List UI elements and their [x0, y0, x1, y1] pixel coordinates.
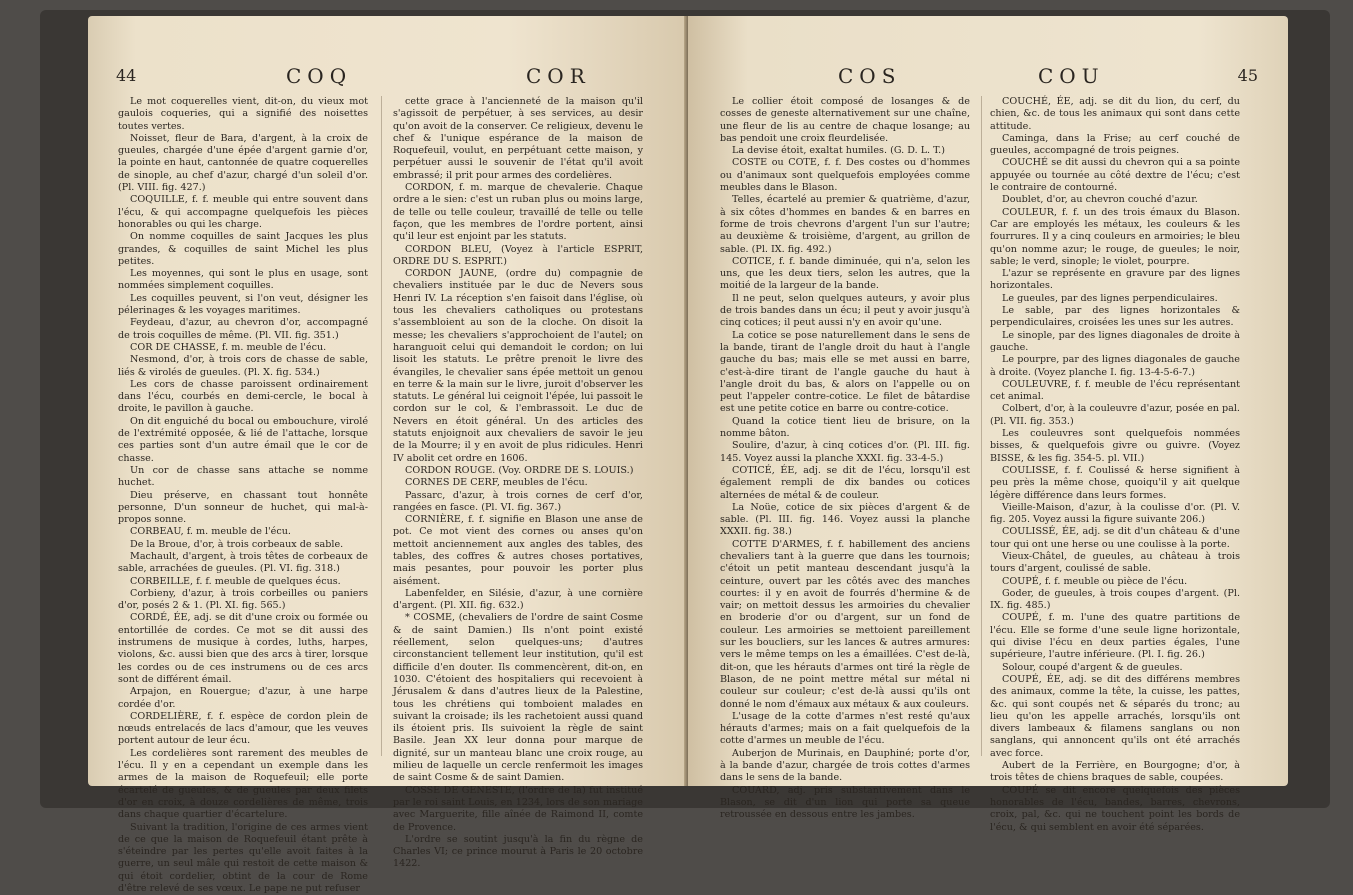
- paragraph: Noisset, fleur de Bara, d'argent, à la croix de gueules, chargée d'une épée d'argent garnie d'or, la pointe en haut, cantonnée de quatre coquerelles de sinople, au chef d'azur, chargé d'un soleil d'or. (Pl. VIII. fig. 427.): [118, 132, 368, 194]
- paragraph: Le pourpre, par des lignes diagonales de gauche à droite. (Voyez planche I. fig. 13-4-5-6-7.): [990, 354, 1240, 378]
- paragraph: On dit enguiché du bocal ou embouchure, virolé de l'extrémité opposée, & lié de l'attache, lorsque ces parties sont d'un autre émail que le cor de chasse.: [118, 415, 368, 464]
- paragraph: L'azur se représente en gravure par des lignes horizontales.: [990, 268, 1240, 292]
- paragraph: Aubert de la Ferrière, en Bourgogne; d'or, à trois têtes de chiens braques de sable, coupées.: [990, 760, 1240, 784]
- right-column-1: [720, 96, 970, 821]
- header-left: COS: [838, 64, 902, 88]
- paragraph: Passarc, d'azur, à trois cornes de cerf d'or, rangées en fasce. (Pl. VI. fig. 367.): [393, 489, 643, 513]
- paragraph: Colbert, d'or, à la couleuvre d'azur, posée en pal. (Pl. VII. fig. 353.): [990, 403, 1240, 427]
- paragraph: Les cors de chasse paroissent ordinairement dans l'écu, courbés en demi-cercle, le bocal à droite, le pavillon à gauche.: [118, 378, 368, 415]
- page-number: 45: [1237, 66, 1258, 85]
- paragraph: Les couleuvres sont quelquefois nommées bisses, & quelquefois givre ou guivre. (Voyez BISSE, & les fig. 354-5. pl. VII.): [990, 428, 1240, 464]
- paragraph: Vieille-Maison, d'azur, à la coulisse d'or. (Pl. V. fig. 205. Voyez aussi la figure suivante 206.): [990, 501, 1240, 526]
- paragraph: CORDELIÈRE, f. f. espèce de cordon plein de nœuds entrelacés de lacs d'amour, que les veuves portent autour de leur écu.: [118, 710, 368, 747]
- paragraph: L'ordre se soutint jusqu'à la fin du règne de Charles VI; ce prince mourut à Paris le 20 octobre 1422.: [393, 833, 643, 870]
- column-divider: [381, 96, 382, 756]
- paragraph: Dieu préserve, en chassant tout honnête personne, D'un sonneur de huchet, qui mal-à-propos sonne.: [118, 489, 368, 526]
- paragraph: COULEUR, f. f. un des trois émaux du Blason. Car are employés les métaux, les couleurs & les fourrures. Il y a cinq couleurs en armoiries; le bleu qu'on nomme azur; le rouge, de gueules; le noir, sable; le verd, sinople; le violet, pourpre.: [990, 206, 1240, 267]
- paragraph: Les coquilles peuvent, si l'on veut, désigner les pélerinages & les voyages maritimes.: [118, 292, 368, 317]
- paragraph: Soulire, d'azur, à cinq cotices d'or. (Pl. III. fig. 145. Voyez aussi la planche XXXI. fig. 33-4-5.): [720, 440, 970, 464]
- paragraph: Machault, d'argent, à trois têtes de corbeaux de sable, arrachées de gueules. (Pl. VI. fig. 318.): [118, 550, 368, 575]
- paragraph: Le sinople, par des lignes diagonales de droite à gauche.: [990, 329, 1240, 353]
- paragraph: COUPÉ, f. f. meuble ou pièce de l'écu.: [1002, 575, 1188, 587]
- paragraph: CORBEILLE, f. f. meuble de quelques écus.: [130, 575, 341, 587]
- paragraph: * COSME, (chevaliers de l'ordre de saint Cosme & de saint Damien.) Ils n'ont point existé réellement, selon quelques-uns; d'autres circonstancient tellement leur institution, qu'il est difficile d'en douter. Ils commencèrent, dit-on, en 1030. C'étoient des hospitaliers qui recevoient à Jérusalem & dans d'autres lieux de la Palestine, tous les chrétiens qui tomboient malades en suivant la croisade; ils les rachetoient aussi quand ils étoient pris. Ils suivoient la règle de saint Basile. Jean XX leur donna pour marque de dignité, sur un manteau blanc une croix rouge, au milieu de laquelle un cercle renfermoit les images de saint Cosme & de saint Damien.: [393, 612, 643, 784]
- paragraph: COULISSE, f. f. Coulissé & herse signifient à peu près la même chose, quoiqu'il y ait quelque légère différence dans leurs formes.: [990, 464, 1240, 501]
- paragraph: COTTE D'ARMES, f. f. habillement des anciens chevaliers tant à la guerre que dans les tournois; c'étoit un petit manteau descendant jusqu'à la ceinture, ouvert par les côtés avec des manches courtes: il y en avoit de fourrés d'hermine & de vair; on mettoit dessus les armoiries du chevalier en broderie d'or ou d'argent, sur un fond de couleur. Les armoiries se mettoient pareillement sur les boucliers, sur les lances & autres armures: vers le même temps on les a émaillées. C'est de-là, dit-on, que les hérauts d'armes ont tiré la règle de Blason, de ne point mettre métal sur métal ni couleur sur couleur; c'est de-là aussi qu'ils ont donné le nom d'émaux aux métaux & aux couleurs.: [720, 538, 970, 710]
- paragraph: Doublet, d'or, au chevron couché d'azur.: [1002, 194, 1198, 206]
- paragraph: Le mot coquerelles vient, dit-on, du vieux mot gaulois coqueries, qui a signifié des noisettes toutes vertes.: [118, 96, 368, 132]
- right-page: [688, 16, 1288, 833]
- paragraph: La cotice se pose naturellement dans le sens de la bande, tirant de l'angle droit du haut à l'angle gauche du bas; mais elle se met aussi en barre, c'est-à-dire tirant de l'angle gauche du haut à l'angle droit du bas, & alors on l'appelle ou on peut l'appeler contre-cotice. Le filet de bâtardise est une petite cotice en barre ou contre-cotice.: [720, 329, 970, 415]
- paragraph: CORDON, f. m. marque de chevalerie. Chaque ordre a le sien: c'est un ruban plus ou moins large, de telle ou telle couleur, travaillé de telle ou telle façon, que les membres de l'ordre portent, ainsi qu'il leur est enjoint par les statuts.: [393, 182, 643, 243]
- paragraph: L'usage de la cotte d'armes n'est resté qu'aux hérauts d'armes; mais on a fait quelquefois de la cotte d'armes un meuble de l'écu.: [720, 710, 970, 747]
- paragraph: CORDON ROUGE. (Voy. ORDRE DE S. LOUIS.): [405, 464, 634, 476]
- paragraph: Caminga, dans la Frise; au cerf couché de gueules, accompagné de trois peignes.: [990, 132, 1240, 157]
- paragraph: Le gueules, par des lignes perpendiculaires.: [1002, 292, 1218, 304]
- paragraph: COUARD, adj. pris substantivement dans le Blason, se dit d'un lion qui porte sa queue retroussée en dessous entre les jambes.: [720, 784, 970, 821]
- header-right: COU: [1038, 64, 1105, 88]
- paragraph: COUPÉ, ÉE, adj. se dit des différens membres des animaux, comme la tête, la cuisse, les pattes, &c. qui sont coupés net & séparés du tronc; au lieu qu'on les appelle arrachés, lorsqu'ils ont divers lambeaux & filamens sanglans ou non sanglans, qui annoncent qu'ils ont été arrachés avec force.: [990, 673, 1240, 759]
- paragraph: COUCHÉ se dit aussi du chevron qui a sa pointe appuyée ou tournée au côté dextre de l'écu; c'est le contraire de contourné.: [990, 157, 1240, 194]
- paragraph: COULISSÉ, ÉE, adj. se dit d'un château & d'une tour qui ont une herse ou une coulisse à la porte.: [990, 526, 1240, 550]
- left-page: [88, 16, 688, 894]
- paragraph: La devise étoit, exaltat humiles. (G. D. L. T.): [732, 145, 945, 157]
- right-page-header: [718, 64, 1258, 94]
- paragraph: Goder, de gueules, à trois coupes d'argent. (Pl. IX. fig. 485.): [990, 587, 1240, 612]
- paragraph: CORDÉ, ÉE, adj. se dit d'une croix ou formée ou entortillée de cordes. Ce mot se dit aussi des instrumens de musique à cordes, luths, harpes, violons, &c. aussi bien que des arcs à tirer, lorsque les cordes ou de ces instrumens ou de ces arcs sont de différent émail.: [118, 612, 368, 685]
- paragraph: Le sable, par des lignes horizontales & perpendiculaires, croisées les unes sur les autres.: [990, 305, 1240, 329]
- paragraph: Labenfelder, en Silésie, d'azur, à une cornière d'argent. (Pl. XII. fig. 632.): [393, 587, 643, 612]
- paragraph: COR DE CHASSE, f. m. meuble de l'écu.: [130, 341, 327, 353]
- right-column-2: [990, 96, 1240, 833]
- paragraph: Telles, écartelé au premier & quatrième, d'azur, à six côtes d'hommes en bandes & en barres en forme de trois chevrons d'argent l'un sur l'autre; au deuxième & troisième, d'argent, au grillon de sable. (Pl. IX. fig. 492.): [720, 194, 970, 255]
- paragraph: COTICE, f. f. bande diminuée, qui n'a, selon les uns, que les deux tiers, selon les autres, que la moitié de la largeur de la bande.: [720, 255, 970, 292]
- paragraph: COULEUVRE, f. f. meuble de l'écu représentant cet animal.: [990, 378, 1240, 403]
- paragraph: COTICÉ, ÉE, adj. se dit de l'écu, lorsqu'il est également rempli de dix bandes ou cotices alternées de métal & de couleur.: [720, 464, 970, 501]
- header-right: COR: [526, 64, 591, 88]
- paragraph: On nomme coquilles de saint Jacques les plus grandes, & coquilles de saint Michel les plus petites.: [118, 231, 368, 267]
- paragraph: La Noüe, cotice de six pièces d'argent & de sable. (Pl. III. fig. 146. Voyez aussi la planche XXXII. fig. 38.): [720, 501, 970, 538]
- paragraph: Auberjon de Murinais, en Dauphiné; porte d'or, à la bande d'azur, chargée de trois cottes d'armes dans le sens de la bande.: [720, 747, 970, 784]
- paragraph: Feydeau, d'azur, au chevron d'or, accompagné de trois coquilles de même. (Pl. VII. fig. 351.): [118, 317, 368, 341]
- left-column-1: [118, 96, 368, 894]
- left-column-2: [393, 96, 643, 870]
- paragraph: Le collier étoit composé de losanges & de cosses de geneste alternativement sur une chaîne, une fleur de lis au centre de chaque losange; au bas pendoit une croix fleurdelisée.: [720, 96, 970, 144]
- paragraph: CORNES DE CERF, meubles de l'écu.: [405, 477, 588, 489]
- paragraph: COUPÉ, f. m. l'une des quatre partitions de l'écu. Elle se forme d'une seule ligne horizontale, qui divise l'écu en deux parties égales, l'une supérieure, l'autre inférieure. (Pl. I. fig. 26.): [990, 612, 1240, 661]
- paragraph: Solour, coupé d'argent & de gueules.: [1002, 661, 1183, 673]
- paragraph: Quand la cotice tient lieu de brisure, on la nomme bâton.: [720, 415, 970, 440]
- paragraph: Suivant la tradition, l'origine de ces armes vient de ce que la maison de Roquefeuil étant prête à s'éteindre par les pertes qu'elle avoit faites à la guerre, un seul mâle qui restoit de cette maison & qui étoit cordelier, obtint de la cour de Rome d'être relevé de ses vœux. Le pape ne put refuser: [118, 821, 368, 894]
- paragraph: CORDON JAUNE, (ordre du) compagnie de chevaliers instituée par le duc de Nevers sous Henri IV. La réception s'en faisoit dans l'église, où tous les chevaliers catholiques ou protestans s'assembloient au son de la cloche. On disoit la messe; les chevaliers s'approchoient de l'autel; on haranguoit celui qui demandoit le cordon; on lui lisoit les statuts. Le prêtre prenoit le livre des évangiles, le chevalier sans épée mettoit un genou en terre & la main sur le livre, juroit d'observer les statuts. Le général lui ceignoit l'épée, lui passoit le cordon sur le col, & l'embrassoit. Le duc de Nevers en étoit général. Un des articles des statuts enjoignoit aux chevaliers de savoir le jeu de la Mourre; il y en avoit de plus ridicules. Henri IV abolit cet ordre en 1606.: [393, 268, 643, 464]
- paragraph: COUPÉ se dit encore quelquefois des pièces honorables de l'écu, bandes, barres, chevrons, croix, pal, &c. qui ne touchent point les bords de l'écu, & qui semblent en avoir été séparées.: [990, 784, 1240, 833]
- paragraph: Nesmond, d'or, à trois cors de chasse de sable, liés & virolés de gueules. (Pl. X. fig. 534.): [118, 354, 368, 378]
- paragraph: COUCHÉ, ÉE, adj. se dit du lion, du cerf, du chien, &c. de tous les animaux qui sont dans cette attitude.: [990, 96, 1240, 132]
- paragraph: COSSE DE GENESTE, (l'ordre de la) fut institué par le roi saint Louis, en 1234, lors de son mariage avec Marguerite, fille aînée de Raimond II, comte de Provence.: [393, 784, 643, 833]
- paragraph: Les moyennes, qui sont le plus en usage, sont nommées simplement coquilles.: [118, 268, 368, 292]
- paragraph: Vieux-Châtel, de gueules, au château à trois tours d'argent, coulissé de sable.: [990, 550, 1240, 575]
- paragraph: CORDON BLEU, (Voyez à l'article ESPRIT, ORDRE DU S. ESPRIT.): [393, 243, 643, 267]
- paragraph: Corbieny, d'azur, à trois corbeilles ou paniers d'or, posés 2 & 1. (Pl. XI. fig. 565.): [118, 587, 368, 612]
- paragraph: Arpajon, en Rouergue; d'azur, à une harpe cordée d'or.: [118, 686, 368, 710]
- paragraph: Un cor de chasse sans attache se nomme huchet.: [118, 464, 368, 489]
- paragraph: Les cordelières sont rarement des meubles de l'écu. Il y en a cependant un exemple dans les armes de la maison de Roquefeuil; elle porte écartelé de gueules, & de gueules par deux filets d'or en croix, à douze cordelières de même, trois dans chaque quartier d'écartelure.: [118, 747, 368, 821]
- left-page-header: [116, 64, 656, 94]
- column-divider: [981, 96, 982, 756]
- paragraph: COSTE ou COTE, f. f. Des costes ou d'hommes ou d'animaux sont quelquefois employées comme meubles dans le Blason.: [720, 157, 970, 194]
- page-number: 44: [116, 66, 137, 85]
- paragraph: Il ne peut, selon quelques auteurs, y avoir plus de trois bandes dans un écu; il peut y avoir jusqu'à cinq cotices; il peut aussi n'y en avoir qu'une.: [720, 292, 970, 329]
- paragraph: COQUILLE, f. f. meuble qui entre souvent dans l'écu, & qui accompagne quelquefois les pièces honorables ou qui les charge.: [118, 194, 368, 230]
- paragraph: CORBEAU, f. m. meuble de l'écu.: [130, 526, 291, 538]
- paragraph: De la Broue, d'or, à trois corbeaux de sable.: [130, 538, 344, 550]
- header-left: COQ: [286, 64, 353, 88]
- paragraph: cette grace à l'ancienneté de la maison qu'il s'agissoit de perpétuer, à ses services, au desir qu'on avoit de la conserver. Ce religieux, devenu le chef & l'unique espérance de la maison de Roquefeuil, voulut, en perpétuant cette maison, y perpétuer aussi le souvenir de l'état qu'il avoit embrassé; il prit pour armes des cordelières.: [393, 96, 643, 181]
- paragraph: CORNIÈRE, f. f. signifie en Blason une anse de pot. Ce mot vient des cornes ou anses qu'on mettoit anciennement aux angles des tables, des tables, des coffres & autres choses portatives, mais pesantes, pour pouvoir les porter plus aisément.: [393, 514, 643, 587]
